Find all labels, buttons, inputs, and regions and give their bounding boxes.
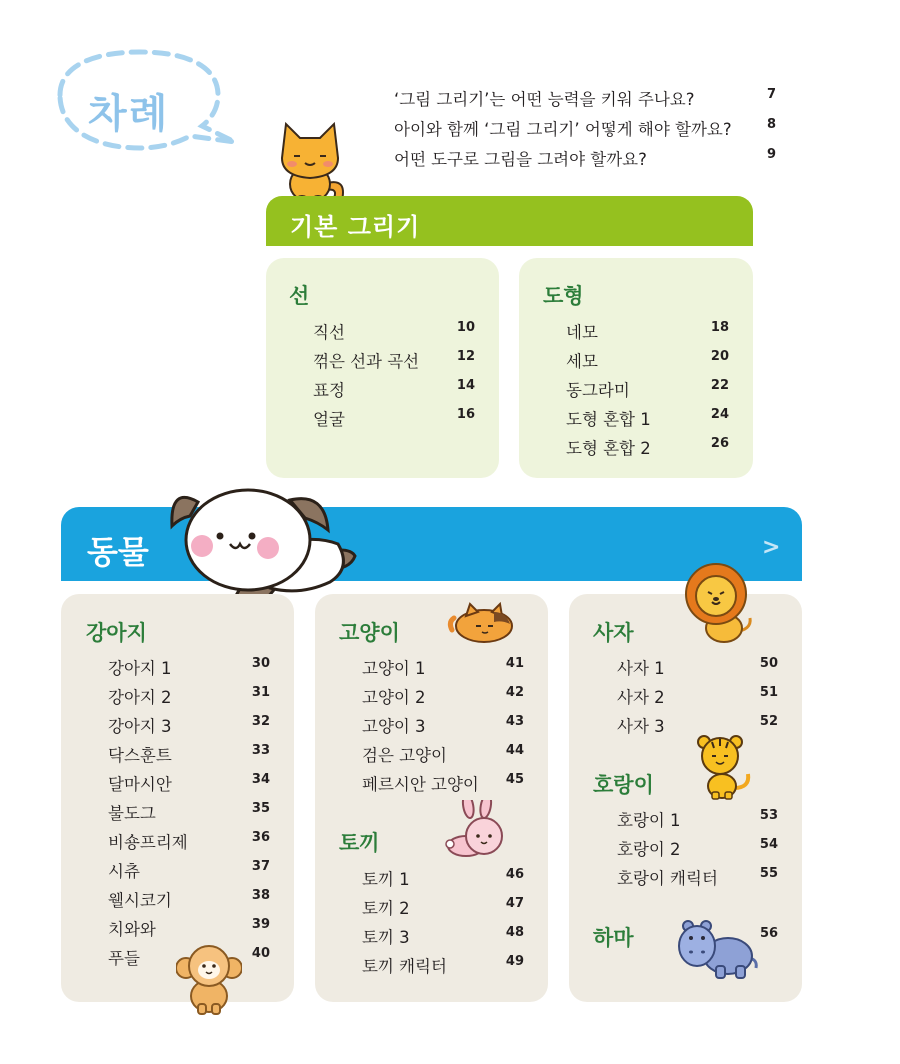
toc-item[interactable] [313, 406, 475, 430]
toc-item-text: 얼굴 [313, 410, 345, 429]
tiger-illustration [694, 734, 754, 800]
toc-item-page: 20 [710, 349, 729, 364]
toc-item-text: 호랑이 1 [617, 811, 681, 830]
toc-item-text: 강아지 3 [108, 717, 172, 736]
intro-item[interactable] [394, 146, 776, 170]
toc-item[interactable] [617, 836, 778, 860]
toc-item-text: 네모 [566, 323, 598, 342]
toc-item-text: 달마시안 [108, 775, 172, 794]
toc-item-page: 30 [251, 656, 270, 671]
toc-item[interactable] [362, 684, 524, 708]
toc-item-page: 14 [456, 378, 475, 393]
toc-item-page: 39 [251, 917, 270, 932]
toc-item-page: 32 [251, 714, 270, 729]
toc-item-text: 강아지 2 [108, 688, 172, 707]
tiger-title: 호랑이 [593, 773, 654, 797]
basic-section-title: 기본 그리기 [290, 213, 421, 241]
hippo-page[interactable]: 56 [760, 926, 779, 941]
toc-item-text: 사자 2 [617, 688, 665, 707]
toc-item[interactable] [108, 887, 270, 911]
intro-item-text: ‘그림 그리기’는 어떤 능력을 키워 주나요? [394, 90, 695, 109]
toc-item[interactable] [566, 435, 729, 459]
toc-item-page: 54 [759, 837, 778, 852]
toc-item-page: 42 [505, 685, 524, 700]
toc-item-text: 꺾은 선과 곡선 [313, 352, 420, 371]
toc-item-text: 비숑프리제 [108, 833, 188, 852]
dog-title: 강아지 [86, 621, 147, 645]
toc-item-text: 토끼 2 [362, 899, 410, 918]
toc-item[interactable] [108, 742, 270, 766]
toc-item-page: 31 [251, 685, 270, 700]
toc-item-page: 22 [710, 378, 729, 393]
toc-item[interactable] [362, 771, 524, 795]
toc-item[interactable] [362, 866, 524, 890]
next-arrow-icon[interactable]: > [762, 535, 781, 560]
toc-item[interactable] [617, 655, 778, 679]
toc-item-page: 46 [505, 867, 524, 882]
toc-item-page: 48 [505, 925, 524, 940]
toc-item-page: 16 [456, 407, 475, 422]
toc-item-text: 검은 고양이 [362, 746, 447, 765]
toc-item-text: 토끼 캐릭터 [362, 957, 447, 976]
intro-item-page: 8 [766, 117, 776, 132]
toc-item-page: 12 [456, 349, 475, 364]
toc-item[interactable] [566, 319, 729, 343]
lying-cat-illustration [446, 598, 518, 644]
toc-item[interactable] [566, 377, 729, 401]
toc-item-text: 세모 [566, 352, 598, 371]
toc-item-page: 24 [710, 407, 729, 422]
line-title: 선 [289, 284, 310, 308]
toc-item-page: 51 [759, 685, 778, 700]
poodle-illustration [176, 938, 242, 1016]
intro-item[interactable] [394, 86, 776, 110]
toc-item-text: 고양이 1 [362, 659, 426, 678]
toc-item-page: 41 [505, 656, 524, 671]
toc-item-page: 35 [251, 801, 270, 816]
toc-item-page: 34 [251, 772, 270, 787]
toc-item-text: 토끼 3 [362, 928, 410, 947]
toc-item[interactable] [617, 865, 778, 889]
toc-item[interactable] [313, 377, 475, 401]
toc-item-text: 웰시코기 [108, 891, 172, 910]
page-title: 차례 [88, 91, 170, 137]
lion-title: 사자 [593, 621, 634, 645]
cat-title: 고양이 [339, 621, 400, 645]
intro-item-page: 9 [766, 147, 776, 162]
intro-item-page: 7 [766, 87, 776, 102]
toc-item[interactable] [108, 655, 270, 679]
toc-item[interactable] [108, 771, 270, 795]
toc-item[interactable] [108, 829, 270, 853]
toc-item-page: 33 [251, 743, 270, 758]
toc-item-page: 52 [759, 714, 778, 729]
hippo-illustration [676, 918, 760, 982]
toc-item-text: 시츄 [108, 862, 140, 881]
toc-item-text: 고양이 3 [362, 717, 426, 736]
toc-item[interactable] [362, 713, 524, 737]
toc-item-text: 호랑이 2 [617, 840, 681, 859]
intro-item-text: 어떤 도구로 그림을 그려야 할까요? [394, 150, 647, 169]
toc-item[interactable] [566, 348, 729, 372]
toc-item-page: 18 [710, 320, 729, 335]
toc-item-text: 치와와 [108, 920, 156, 939]
toc-item-page: 40 [251, 946, 270, 961]
toc-item-page: 55 [759, 866, 778, 881]
toc-item-text: 고양이 2 [362, 688, 426, 707]
toc-item-page: 47 [505, 896, 524, 911]
toc-item-text: 불도그 [108, 804, 156, 823]
toc-item-text: 호랑이 캐릭터 [617, 869, 718, 888]
toc-item-page: 44 [505, 743, 524, 758]
rabbit-illustration [444, 800, 510, 862]
toc-item-page: 36 [251, 830, 270, 845]
toc-item-page: 49 [505, 954, 524, 969]
toc-item-text: 사자 3 [617, 717, 665, 736]
intro-item-text: 아이와 함께 ‘그림 그리기’ 어떻게 해야 할까요? [394, 120, 732, 139]
toc-item[interactable] [362, 742, 524, 766]
hippo-title: 하마 [593, 926, 634, 950]
toc-item-text: 도형 혼합 2 [566, 439, 651, 458]
toc-item[interactable] [362, 924, 524, 948]
toc-item-page: 26 [710, 436, 729, 451]
toc-item-page: 53 [759, 808, 778, 823]
toc-item[interactable] [108, 916, 270, 940]
toc-item[interactable] [566, 406, 729, 430]
toc-item-text: 도형 혼합 1 [566, 410, 651, 429]
toc-item[interactable] [108, 684, 270, 708]
toc-item[interactable] [362, 895, 524, 919]
toc-item-text: 직선 [313, 323, 345, 342]
toc-item[interactable] [362, 953, 524, 977]
toc-item-text: 닥스훈트 [108, 746, 172, 765]
toc-item[interactable] [108, 858, 270, 882]
toc-item-page: 50 [759, 656, 778, 671]
intro-item[interactable] [394, 116, 776, 140]
toc-item-text: 푸들 [108, 949, 140, 968]
lion-illustration [682, 562, 756, 644]
animal-section-title: 동물 [87, 533, 149, 571]
orange-cat-illustration [272, 118, 352, 208]
toc-item[interactable] [362, 655, 524, 679]
toc-item[interactable] [617, 807, 778, 831]
rabbit-title: 토끼 [339, 831, 380, 855]
toc-item[interactable] [313, 319, 475, 343]
toc-item-page: 37 [251, 859, 270, 874]
toc-item[interactable] [313, 348, 475, 372]
toc-item[interactable] [108, 800, 270, 824]
toc-item-text: 사자 1 [617, 659, 665, 678]
shape-title: 도형 [543, 284, 584, 308]
toc-item-page: 38 [251, 888, 270, 903]
toc-item-page: 45 [505, 772, 524, 787]
toc-item-text: 페르시안 고양이 [362, 775, 479, 794]
toc-item-text: 토끼 1 [362, 870, 410, 889]
toc-item-text: 동그라미 [566, 381, 630, 400]
toc-item-text: 강아지 1 [108, 659, 172, 678]
toc-item[interactable] [108, 713, 270, 737]
toc-item[interactable] [617, 684, 778, 708]
toc-item-page: 10 [456, 320, 475, 335]
toc-item-text: 표정 [313, 381, 345, 400]
toc-item-page: 43 [505, 714, 524, 729]
